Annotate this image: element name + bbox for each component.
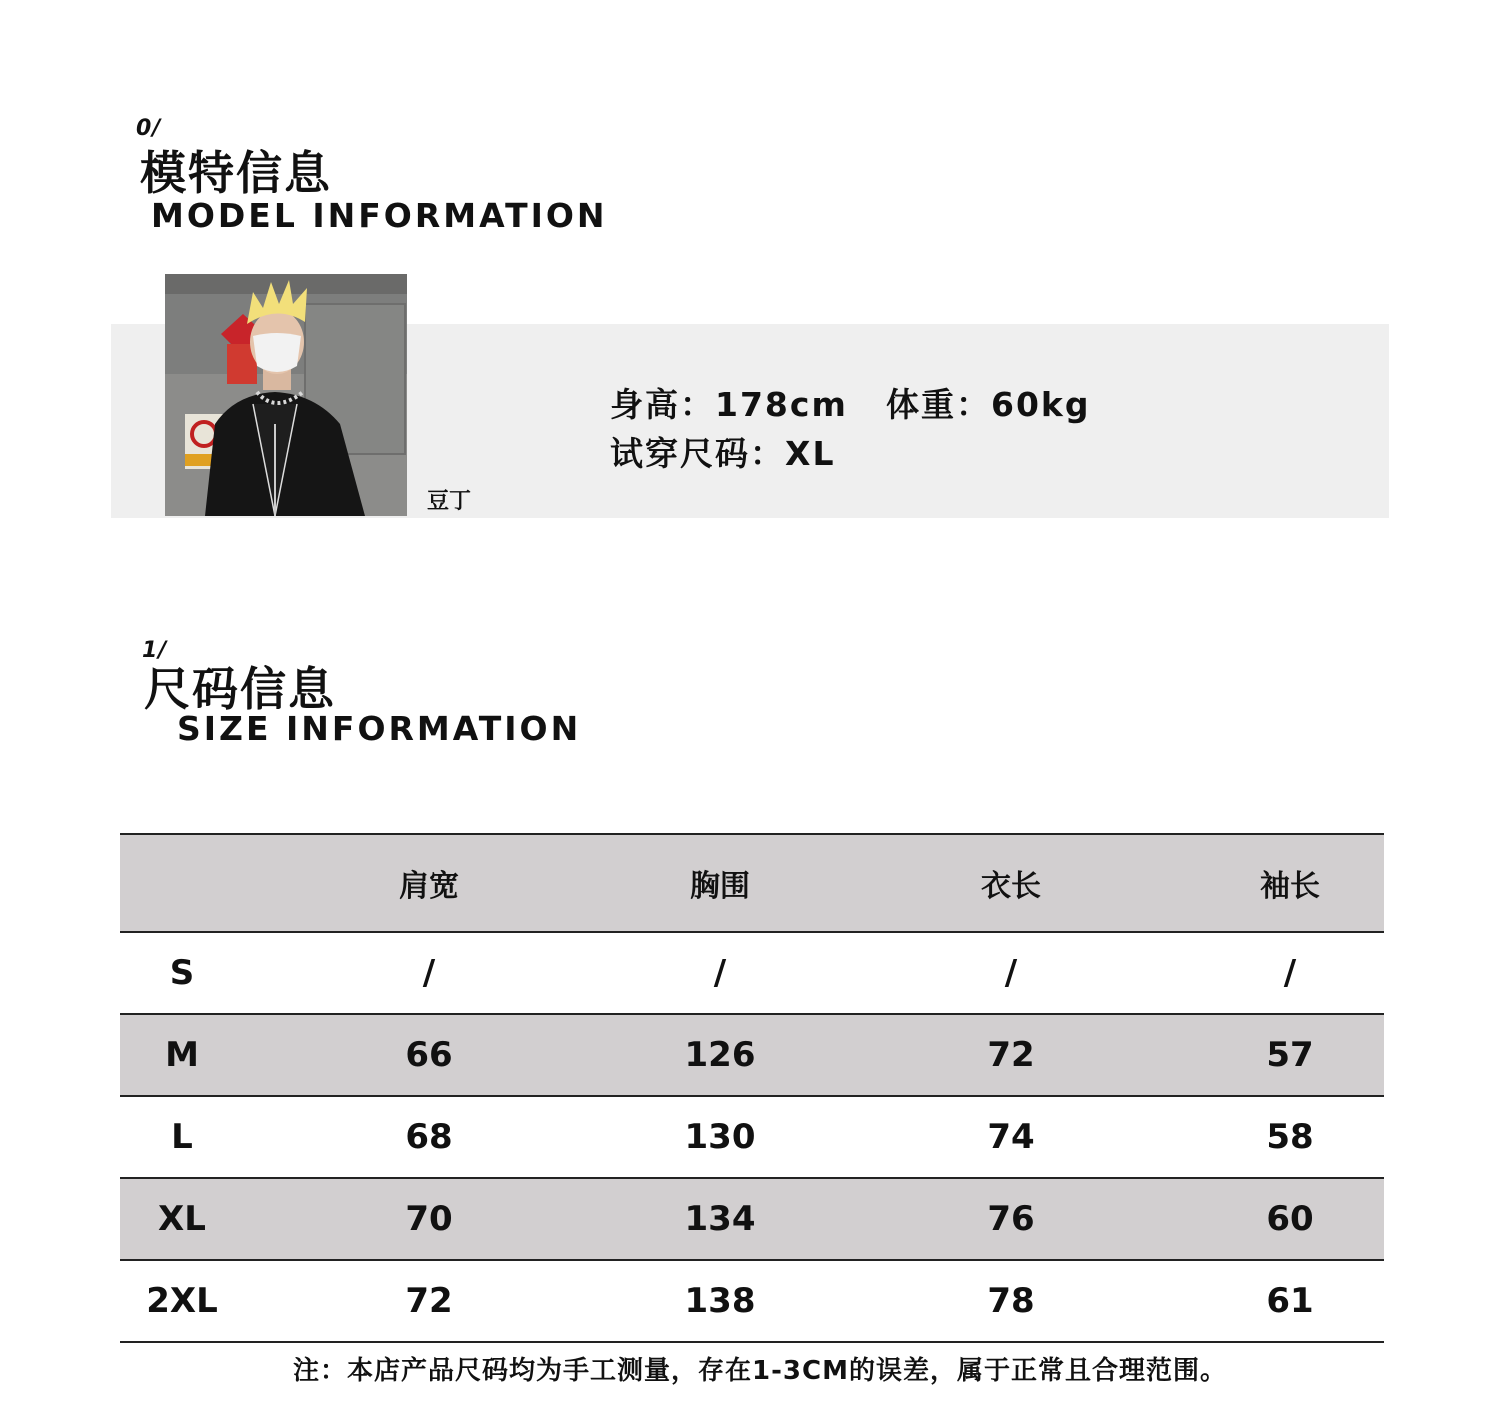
table-row: [120, 1260, 1384, 1342]
cell-length: /: [826, 932, 1196, 1014]
size-table-header-row: [120, 834, 1384, 932]
cell-size: S: [120, 932, 244, 1014]
tryon-size-stat: [610, 434, 836, 473]
weight-label: 体重：: [886, 385, 991, 424]
header-size: [120, 834, 244, 932]
size-table: [120, 833, 1384, 1343]
cell-shoulder: /: [244, 932, 614, 1014]
cell-chest: 134: [614, 1178, 826, 1260]
cell-size: L: [120, 1096, 244, 1178]
cell-sleeve: 61: [1196, 1260, 1384, 1342]
table-row: [120, 1014, 1384, 1096]
tryon-size-value: XL: [785, 434, 836, 473]
header-length: 衣长: [826, 834, 1196, 932]
height-label: 身高：: [610, 385, 715, 424]
table-row: [120, 932, 1384, 1014]
cell-sleeve: /: [1196, 932, 1384, 1014]
weight-stat: [886, 385, 1091, 424]
header-chest: 胸围: [614, 834, 826, 932]
header-shoulder: 肩宽: [244, 834, 614, 932]
cell-shoulder: 70: [244, 1178, 614, 1260]
cell-size: M: [120, 1014, 244, 1096]
cell-chest: 126: [614, 1014, 826, 1096]
header-sleeve: 袖长: [1196, 834, 1384, 932]
cell-size: XL: [120, 1178, 244, 1260]
weight-value: 60kg: [991, 385, 1091, 424]
model-section-title: 模特信息: [140, 146, 332, 200]
cell-shoulder: 72: [244, 1260, 614, 1342]
size-section-title: 尺码信息: [144, 662, 336, 716]
model-photo-illustration: [165, 274, 407, 516]
model-section-subtitle: MODEL INFORMATION: [151, 196, 608, 235]
height-value: 178cm: [715, 385, 848, 424]
cell-length: 74: [826, 1096, 1196, 1178]
measurement-note: 注：本店产品尺码均为手工测量，存在1-3CM的误差，属于正常且合理范围。: [293, 1356, 1227, 1386]
cell-chest: 130: [614, 1096, 826, 1178]
size-section-subtitle: SIZE INFORMATION: [177, 709, 582, 748]
model-section-number: 0/: [136, 116, 162, 141]
cell-sleeve: 58: [1196, 1096, 1384, 1178]
cell-shoulder: 68: [244, 1096, 614, 1178]
tryon-size-label: 试穿尺码：: [610, 434, 785, 473]
cell-shoulder: 66: [244, 1014, 614, 1096]
model-name: 豆丁: [427, 489, 472, 514]
cell-size: 2XL: [120, 1260, 244, 1342]
cell-length: 78: [826, 1260, 1196, 1342]
cell-chest: /: [614, 932, 826, 1014]
table-row: [120, 1178, 1384, 1260]
cell-length: 72: [826, 1014, 1196, 1096]
model-photo: [165, 274, 407, 516]
cell-chest: 138: [614, 1260, 826, 1342]
size-section-number: 1/: [142, 638, 168, 663]
cell-length: 76: [826, 1178, 1196, 1260]
table-row: [120, 1096, 1384, 1178]
cell-sleeve: 60: [1196, 1178, 1384, 1260]
height-stat: [610, 385, 848, 424]
cell-sleeve: 57: [1196, 1014, 1384, 1096]
